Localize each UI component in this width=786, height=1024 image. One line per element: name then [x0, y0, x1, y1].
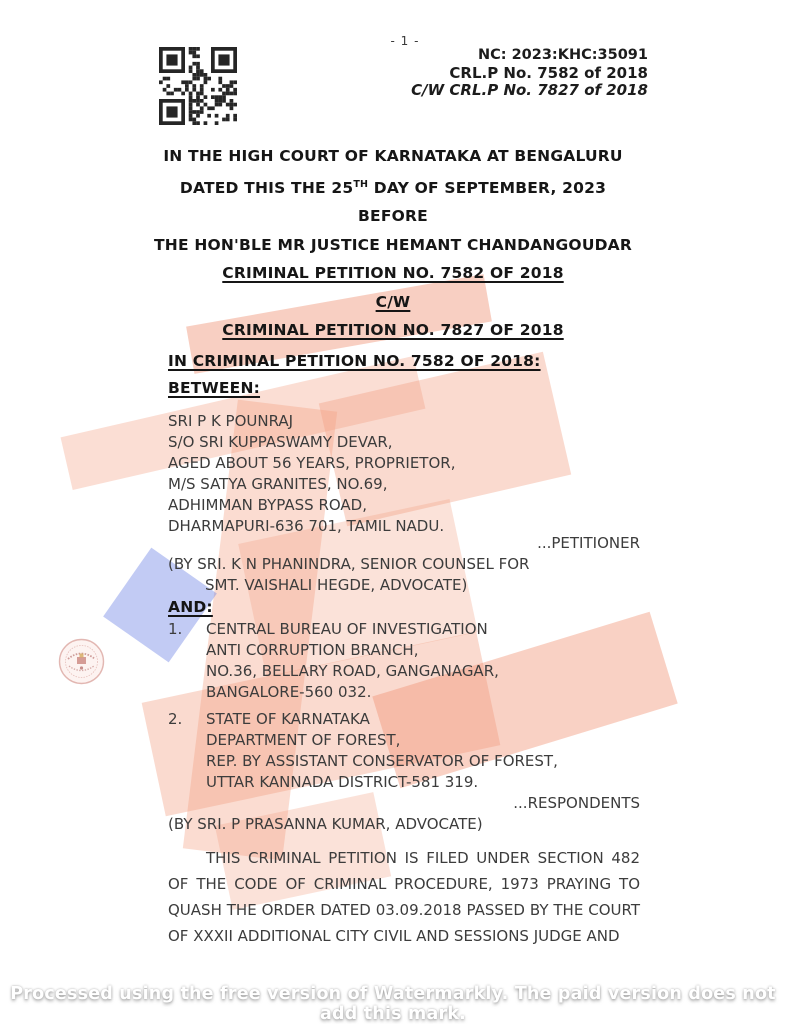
judge-name: THE HON'BLE MR JUSTICE HEMANT CHANDANGOUDAR: [154, 235, 632, 254]
respondent-line: CENTRAL BUREAU OF INVESTIGATION: [206, 620, 488, 638]
respondent-line: ANTI CORRUPTION BRANCH,: [206, 641, 419, 659]
and-label: AND:: [168, 598, 213, 616]
respondent-address: [206, 709, 640, 793]
respondent-number: 1.: [168, 620, 183, 638]
petition-number-2: CRIMINAL PETITION NO. 7827 OF 2018: [222, 321, 564, 340]
respondents-counsel: (BY SRI. P PRASANNA KUMAR, ADVOCATE): [168, 815, 483, 833]
respondent-address: [206, 619, 640, 703]
case-connector: C/W: [375, 292, 411, 311]
petitioner-counsel: [168, 554, 640, 596]
court-name: IN THE HIGH COURT OF KARNATAKA AT BENGALURU: [163, 147, 623, 165]
in-petition-heading: IN CRIMINAL PETITION NO. 7582 OF 2018:: [168, 352, 541, 370]
before-label: BEFORE: [358, 207, 428, 226]
case-number: CRL.P No. 7582 of 2018: [449, 63, 648, 82]
page-number: - 1 -: [390, 34, 420, 48]
respondent-line: NO.36, BELLARY ROAD, GANGANAGAR,: [206, 662, 499, 680]
order-date: DATED THIS THE 25TH DAY OF SEPTEMBER, 2023: [179, 178, 607, 197]
petitioner-address: [168, 411, 640, 537]
respondent-line: REP. BY ASSISTANT CONSERVATOR OF FOREST,: [206, 752, 558, 770]
counsel-line: (BY SRI. K N PHANINDRA, SENIOR COUNSEL FOR: [168, 555, 530, 573]
petitioner-line: S/O SRI KUPPASWAMY DEVAR,: [168, 433, 393, 451]
respondent-line: STATE OF KARNATAKA: [206, 710, 370, 728]
between-label: BETWEEN:: [168, 379, 261, 397]
watermarkly-notice: Processed using the free version of Watermarkly. The paid version does not add this mark.: [10, 984, 776, 1024]
petitioner-line: DHARMAPURI-636 701, TAMIL NADU.: [168, 517, 445, 535]
petition-number-1: CRIMINAL PETITION NO. 7582 OF 2018: [222, 264, 564, 283]
nc-number: NC: 2023:KHC:35091: [477, 47, 648, 63]
prayer-line: OF XXXII ADDITIONAL CITY CIVIL AND SESSIONS JUDGE AND: [168, 927, 620, 945]
respondents-tag: ...RESPONDENTS: [513, 794, 640, 812]
prayer-line: THIS CRIMINAL PETITION IS FILED UNDER SECTION 482: [206, 849, 640, 867]
counsel-line: SMT. VAISHALI HEGDE, ADVOCATE): [205, 576, 468, 594]
respondent-line: BANGALORE-560 032.: [206, 683, 372, 701]
respondent-2: [168, 709, 640, 793]
petitioner-line: SRI P K POUNRAJ: [168, 412, 294, 430]
prayer-paragraph: [168, 845, 640, 949]
connected-case-number: C/W CRL.P No. 7827 of 2018: [411, 81, 648, 99]
title-block: [0, 142, 786, 345]
court-seal-icon: [58, 638, 105, 685]
petitioner-line: ADHIMMAN BYPASS ROAD,: [168, 496, 367, 514]
respondent-line: UTTAR KANNADA DISTRICT-581 319.: [206, 773, 479, 791]
prayer-line: QUASH THE ORDER DATED 03.09.2018 PASSED BY THE COURT: [168, 901, 640, 919]
prayer-line: OF THE CODE OF CRIMINAL PROCEDURE, 1973 PRAYING TO: [168, 875, 640, 893]
petitioner-tag: ...PETITIONER: [537, 534, 640, 552]
respondent-1: [168, 619, 640, 703]
order-body: [168, 352, 640, 949]
petitioner-line: M/S SATYA GRANITES, NO.69,: [168, 475, 388, 493]
petitioner-line: AGED ABOUT 56 YEARS, PROPRIETOR,: [168, 454, 456, 472]
qr-code-icon: [159, 47, 237, 125]
respondent-line: DEPARTMENT OF FOREST,: [206, 731, 401, 749]
respondent-number: 2.: [168, 710, 183, 728]
case-header: [411, 47, 648, 100]
